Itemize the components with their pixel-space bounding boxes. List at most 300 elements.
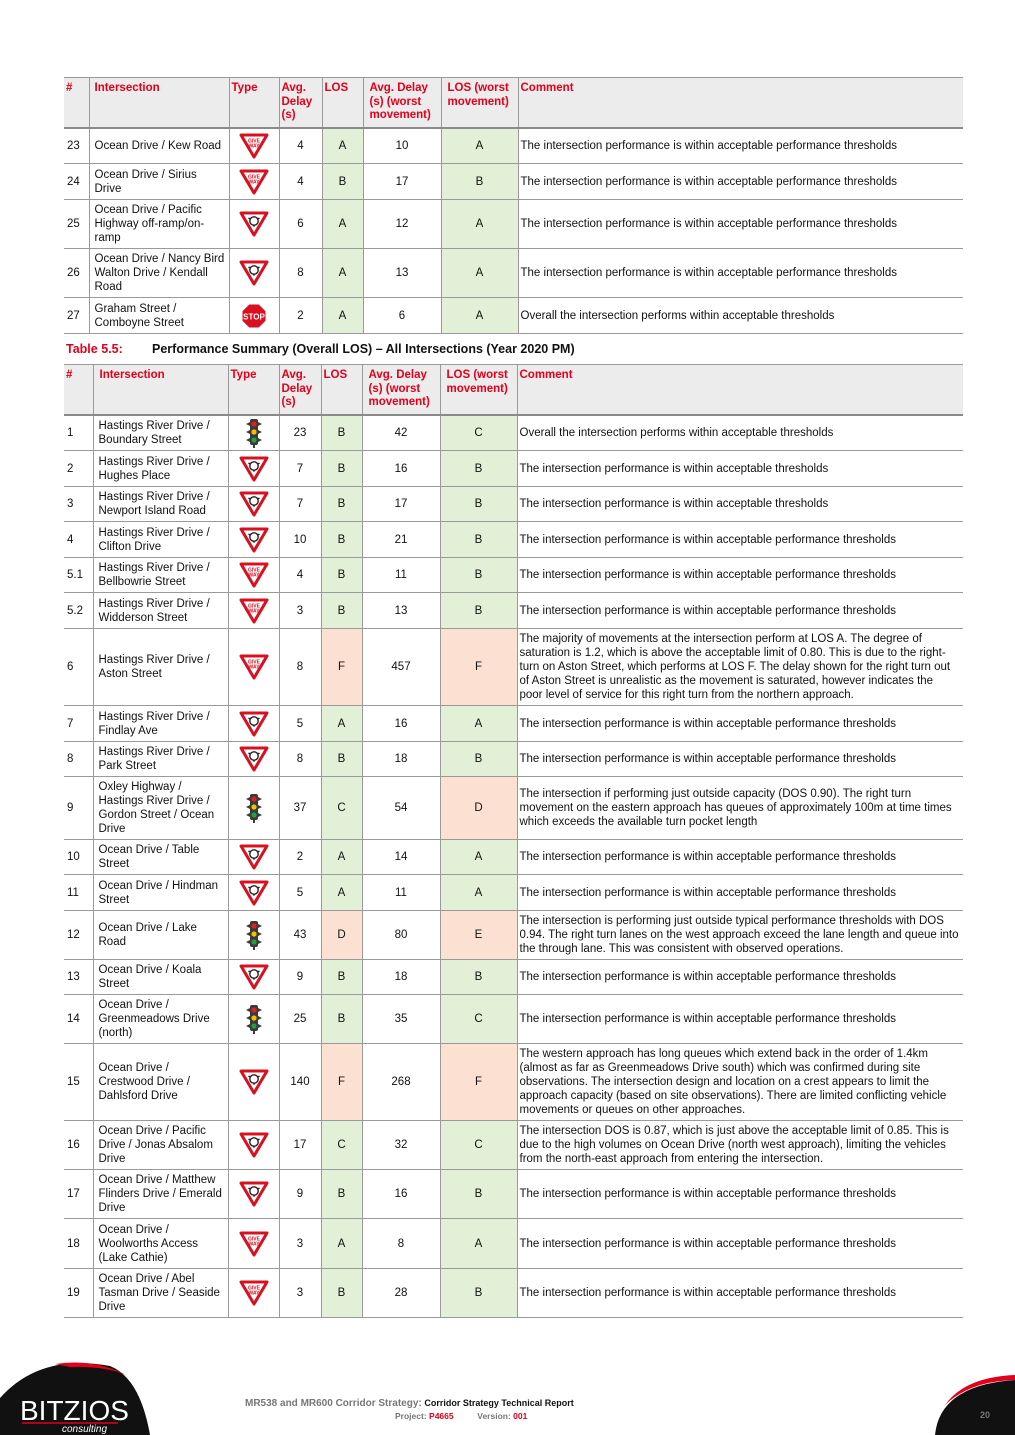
roundabout-sign-icon <box>239 964 269 990</box>
table-row <box>64 995 963 1044</box>
table-row <box>64 629 963 706</box>
col-header-worst-delay: Avg. Delay (s) (worst movement) <box>363 78 441 128</box>
performance-table-continued <box>64 77 963 334</box>
intersection-name: Hastings River Drive / Boundary Street <box>93 415 228 451</box>
col-header-worst-los: LOS (worst movement) <box>440 365 517 415</box>
los: B <box>321 1170 362 1219</box>
avg-delay: 17 <box>279 1121 321 1170</box>
comment: The intersection performance is within acceptable performance thresholds <box>518 128 963 164</box>
svg-text:GIVE: GIVE <box>247 659 260 666</box>
roundabout-sign-icon <box>239 456 269 482</box>
table-row <box>64 875 963 911</box>
los: A <box>321 875 362 911</box>
intersection-name: Ocean Drive / Hindman Street <box>93 875 228 911</box>
table-row <box>64 522 963 558</box>
give-way-sign-icon <box>239 654 269 680</box>
svg-text:WAY: WAY <box>248 1290 259 1297</box>
col-header-intersection: Intersection <box>93 365 228 415</box>
worst-delay: 32 <box>362 1121 440 1170</box>
svg-text:WAY: WAY <box>248 179 260 185</box>
table-row <box>64 777 963 840</box>
footer-report-info <box>245 1398 665 1421</box>
worst-los: B <box>440 522 517 558</box>
los: A <box>322 200 363 249</box>
los: D <box>321 911 362 960</box>
intersection-type <box>228 960 279 995</box>
comment: The intersection performance is within acceptable performance thresholds <box>517 960 963 995</box>
col-header-type: Type <box>228 365 279 415</box>
los: C <box>321 777 362 840</box>
row-number: 23 <box>64 128 89 164</box>
worst-delay: 14 <box>362 840 440 875</box>
avg-delay: 9 <box>279 960 321 995</box>
give-way-sign-icon <box>239 562 269 588</box>
roundabout-sign-icon <box>239 1069 269 1095</box>
intersection-name: Hastings River Drive / Findlay Ave <box>93 706 228 742</box>
worst-los: A <box>441 249 518 298</box>
table-row <box>64 164 963 200</box>
table-row <box>64 128 963 164</box>
worst-los: F <box>440 629 517 706</box>
worst-delay: 8 <box>362 1219 440 1269</box>
col-header-intersection: Intersection <box>89 78 229 128</box>
table-row <box>64 706 963 742</box>
roundabout-sign-icon <box>239 1181 269 1207</box>
table-row <box>64 1269 963 1318</box>
roundabout-sign-icon <box>239 527 269 553</box>
comment: The intersection performance is within acceptable thresholds <box>517 487 963 522</box>
row-number: 3 <box>64 487 93 522</box>
col-header-avg-delay: Avg. Delay (s) <box>279 78 322 128</box>
svg-text:GIVE: GIVE <box>248 174 260 180</box>
logo-wordmark: BITZIOS <box>20 1395 129 1426</box>
los: B <box>321 558 362 593</box>
worst-delay: 6 <box>363 298 441 334</box>
intersection-type <box>229 200 279 249</box>
col-header-avg-delay: Avg. Delay (s) <box>279 365 321 415</box>
avg-delay: 8 <box>279 249 322 298</box>
los: A <box>322 249 363 298</box>
footer-project: P4665 <box>429 1411 454 1421</box>
los: B <box>321 415 362 451</box>
row-number: 14 <box>64 995 93 1044</box>
footer-project-label: Project: <box>395 1411 427 1421</box>
footer-project-line <box>395 1411 665 1421</box>
col-header-worst-delay: Avg. Delay (s) (worst movement) <box>362 365 440 415</box>
row-number: 13 <box>64 960 93 995</box>
worst-delay: 28 <box>362 1269 440 1318</box>
table-row <box>64 558 963 593</box>
worst-delay: 12 <box>363 200 441 249</box>
row-number: 4 <box>64 522 93 558</box>
intersection-name: Ocean Drive / Greenmeadows Drive (north) <box>93 995 228 1044</box>
table-row <box>64 415 963 451</box>
comment: The intersection if performing just outside capacity (DOS 0.90). The right turn movement on the eastern approach has queues of approximately 100m at time times which exceeds the available turn pocket length <box>517 777 963 840</box>
worst-delay: 21 <box>362 522 440 558</box>
table-row <box>64 1170 963 1219</box>
row-number: 15 <box>64 1044 93 1121</box>
avg-delay: 5 <box>279 875 321 911</box>
row-number: 9 <box>64 777 93 840</box>
worst-los: E <box>440 911 517 960</box>
avg-delay: 140 <box>279 1044 321 1121</box>
row-number: 18 <box>64 1219 93 1269</box>
footer-title: MR538 and MR600 Corridor Strategy: <box>245 1398 422 1409</box>
worst-delay: 18 <box>362 960 440 995</box>
avg-delay: 9 <box>279 1170 321 1219</box>
row-number: 8 <box>64 742 93 777</box>
row-number: 10 <box>64 840 93 875</box>
comment: The intersection performance is within acceptable performance thresholds <box>517 522 963 558</box>
avg-delay: 3 <box>279 1269 321 1318</box>
svg-text:GIVE: GIVE <box>247 1285 260 1292</box>
roundabout-sign-icon <box>239 491 269 517</box>
traffic-signal-icon <box>244 793 264 823</box>
worst-delay: 17 <box>363 164 441 200</box>
svg-text:WAY: WAY <box>248 664 259 671</box>
comment: The intersection performance is within acceptable performance thresholds <box>517 1269 963 1318</box>
worst-delay: 16 <box>362 451 440 487</box>
worst-delay: 16 <box>362 1170 440 1219</box>
intersection-type <box>229 128 279 164</box>
worst-delay: 457 <box>362 629 440 706</box>
intersection-name: Ocean Drive / Pacific Highway off-ramp/on-ramp <box>89 200 229 249</box>
row-number: 27 <box>64 298 89 334</box>
worst-los: B <box>441 164 518 200</box>
worst-los: B <box>440 1170 517 1219</box>
svg-text:GIVE: GIVE <box>247 567 260 574</box>
table-row <box>64 911 963 960</box>
intersection-type <box>228 742 279 777</box>
worst-delay: 268 <box>362 1044 440 1121</box>
row-number: 7 <box>64 706 93 742</box>
worst-los: A <box>440 875 517 911</box>
footer-version: 001 <box>513 1411 528 1421</box>
give-way-sign-icon <box>239 1280 269 1306</box>
los: B <box>321 742 362 777</box>
intersection-type <box>228 415 279 451</box>
roundabout-sign-icon <box>239 1132 269 1158</box>
intersection-type <box>228 1269 279 1318</box>
worst-delay: 35 <box>362 995 440 1044</box>
los: C <box>321 1121 362 1170</box>
worst-los: A <box>440 840 517 875</box>
table-row <box>64 1044 963 1121</box>
row-number: 11 <box>64 875 93 911</box>
intersection-type <box>228 593 279 629</box>
traffic-signal-icon <box>244 1004 264 1034</box>
worst-los: B <box>440 1269 517 1318</box>
intersection-type <box>229 298 279 334</box>
intersection-name: Oxley Highway / Hastings River Drive / Gordon Street / Ocean Drive <box>93 777 228 840</box>
los: B <box>321 487 362 522</box>
svg-text:WAY: WAY <box>248 608 259 614</box>
avg-delay: 8 <box>279 629 321 706</box>
row-number: 19 <box>64 1269 93 1318</box>
worst-los: C <box>440 995 517 1044</box>
row-number: 24 <box>64 164 89 200</box>
intersection-name: Ocean Drive / Koala Street <box>93 960 228 995</box>
give-way-sign-icon <box>239 133 269 159</box>
table-row <box>64 593 963 629</box>
avg-delay: 7 <box>279 487 321 522</box>
table-row <box>64 1121 963 1170</box>
avg-delay: 3 <box>279 1219 321 1269</box>
intersection-name: Hastings River Drive / Hughes Place <box>93 451 228 487</box>
table-row <box>64 487 963 522</box>
intersection-name: Ocean Drive / Nancy Bird Walton Drive / Kendall Road <box>89 249 229 298</box>
intersection-name: Ocean Drive / Matthew Flinders Drive / Emerald Drive <box>93 1170 228 1219</box>
give-way-sign-icon <box>239 598 269 624</box>
intersection-type <box>228 451 279 487</box>
intersection-type <box>228 558 279 593</box>
col-header-los: LOS <box>322 78 363 128</box>
page-corner-graphic <box>935 1375 1015 1435</box>
avg-delay: 7 <box>279 451 321 487</box>
los: F <box>321 1044 362 1121</box>
roundabout-sign-icon <box>239 211 269 237</box>
intersection-name: Graham Street / Comboyne Street <box>89 298 229 334</box>
row-number: 1 <box>64 415 93 451</box>
worst-los: B <box>440 487 517 522</box>
intersection-name: Ocean Drive / Pacific Drive / Jonas Absalom Drive <box>93 1121 228 1170</box>
svg-text:WAY: WAY <box>248 572 259 579</box>
avg-delay: 2 <box>279 298 322 334</box>
give-way-sign-icon <box>239 1231 269 1257</box>
roundabout-sign-icon <box>239 260 269 286</box>
los: B <box>321 522 362 558</box>
worst-los: B <box>440 593 517 629</box>
table-row <box>64 1219 963 1269</box>
comment: The intersection performance is within acceptable performance thresholds <box>517 742 963 777</box>
row-number: 6 <box>64 629 93 706</box>
intersection-type <box>228 911 279 960</box>
intersection-name: Ocean Drive / Table Street <box>93 840 228 875</box>
intersection-type <box>228 875 279 911</box>
roundabout-sign-icon <box>239 746 269 772</box>
comment: Overall the intersection performs within acceptable thresholds <box>518 298 963 334</box>
worst-los: B <box>440 960 517 995</box>
comment: The intersection performance is within acceptable performance thresholds <box>517 593 963 629</box>
intersection-type <box>229 164 279 200</box>
intersection-name: Ocean Drive / Crestwood Drive / Dahlsford Drive <box>93 1044 228 1121</box>
los: F <box>321 629 362 706</box>
intersection-type <box>228 487 279 522</box>
los: B <box>321 1269 362 1318</box>
worst-los: A <box>440 1219 517 1269</box>
worst-los: C <box>440 1121 517 1170</box>
los: B <box>322 164 363 200</box>
table-row <box>64 742 963 777</box>
svg-text:WAY: WAY <box>248 143 260 150</box>
logo-subtext: consulting <box>62 1424 108 1435</box>
row-number: 2 <box>64 451 93 487</box>
worst-delay: 18 <box>362 742 440 777</box>
intersection-type <box>229 249 279 298</box>
worst-los: A <box>441 200 518 249</box>
avg-delay: 37 <box>279 777 321 840</box>
worst-delay: 13 <box>362 593 440 629</box>
comment: The intersection performance is within acceptable thresholds <box>517 451 963 487</box>
worst-los: C <box>440 415 517 451</box>
svg-text:GIVE: GIVE <box>247 1236 260 1242</box>
intersection-name: Hastings River Drive / Bellbowrie Street <box>93 558 228 593</box>
roundabout-sign-icon <box>239 711 269 737</box>
table-row <box>64 960 963 995</box>
worst-delay: 10 <box>363 128 441 164</box>
col-header-worst-los: LOS (worst movement) <box>441 78 518 128</box>
row-number: 17 <box>64 1170 93 1219</box>
row-number: 25 <box>64 200 89 249</box>
table-row <box>64 249 963 298</box>
roundabout-sign-icon <box>239 844 269 870</box>
worst-los: D <box>440 777 517 840</box>
col-header-number: # <box>64 78 89 128</box>
worst-los: B <box>440 742 517 777</box>
worst-delay: 42 <box>362 415 440 451</box>
svg-text:WAY: WAY <box>248 1241 259 1247</box>
svg-text:GIVE: GIVE <box>247 603 260 609</box>
intersection-type <box>228 1044 279 1121</box>
worst-delay: 11 <box>362 875 440 911</box>
row-number: 5.2 <box>64 593 93 629</box>
worst-delay: 54 <box>362 777 440 840</box>
table-row <box>64 298 963 334</box>
comment: The intersection performance is within acceptable performance thresholds <box>518 200 963 249</box>
page-number: 20 <box>980 1410 991 1420</box>
intersection-name: Hastings River Drive / Aston Street <box>93 629 228 706</box>
worst-delay: 80 <box>362 911 440 960</box>
comment: Overall the intersection performs within acceptable thresholds <box>517 415 963 451</box>
worst-los: F <box>440 1044 517 1121</box>
los: B <box>321 593 362 629</box>
intersection-type <box>228 1170 279 1219</box>
bitzios-logo <box>0 1358 150 1435</box>
intersection-name: Ocean Drive / Woolworths Access (Lake Cathie) <box>93 1219 228 1269</box>
worst-los: B <box>440 558 517 593</box>
col-header-comment: Comment <box>517 365 963 415</box>
worst-delay: 16 <box>362 706 440 742</box>
roundabout-sign-icon <box>239 880 269 906</box>
footer-subtitle: Corridor Strategy Technical Report <box>424 1398 574 1408</box>
row-number: 12 <box>64 911 93 960</box>
comment: The intersection performance is within acceptable performance thresholds <box>517 1219 963 1269</box>
intersection-name: Ocean Drive / Lake Road <box>93 911 228 960</box>
intersection-type <box>228 629 279 706</box>
row-number: 5.1 <box>64 558 93 593</box>
avg-delay: 43 <box>279 911 321 960</box>
comment: The intersection is performing just outside typical performance thresholds with DOS 0.94. The right turn lanes on the west approach exceed the lane length and queue into the through lane. This was consistent with observed operations. <box>517 911 963 960</box>
col-header-number: # <box>64 365 93 415</box>
los: A <box>321 706 362 742</box>
comment: The intersection performance is within acceptable performance thresholds <box>518 164 963 200</box>
row-number: 26 <box>64 249 89 298</box>
comment: The intersection performance is within acceptable performance thresholds <box>517 995 963 1044</box>
worst-delay: 11 <box>362 558 440 593</box>
table-caption-label: Table 5.5: <box>66 342 123 356</box>
table-caption <box>66 342 946 356</box>
intersection-type <box>228 1219 279 1269</box>
comment: The intersection performance is within acceptable performance thresholds <box>517 706 963 742</box>
intersection-type <box>228 706 279 742</box>
intersection-name: Ocean Drive / Sirius Drive <box>89 164 229 200</box>
svg-text:STOP: STOP <box>243 312 265 321</box>
intersection-name: Ocean Drive / Kew Road <box>89 128 229 164</box>
table-caption-title: Performance Summary (Overall LOS) – All Intersections (Year 2020 PM) <box>152 342 575 356</box>
stop-sign-icon <box>241 303 267 329</box>
table-header-row <box>64 365 963 415</box>
avg-delay: 8 <box>279 742 321 777</box>
table-row <box>64 840 963 875</box>
comment: The intersection performance is within acceptable performance thresholds <box>517 1170 963 1219</box>
los: A <box>322 298 363 334</box>
los: A <box>321 840 362 875</box>
table-header-row <box>64 78 963 128</box>
avg-delay: 5 <box>279 706 321 742</box>
avg-delay: 4 <box>279 128 322 164</box>
traffic-signal-icon <box>244 920 264 950</box>
los: A <box>322 128 363 164</box>
footer-version-label: Version: <box>477 1411 511 1421</box>
los: B <box>321 995 362 1044</box>
performance-summary-table <box>64 364 963 1318</box>
table-row <box>64 451 963 487</box>
comment: The intersection performance is within acceptable performance thresholds <box>517 875 963 911</box>
avg-delay: 6 <box>279 200 322 249</box>
col-header-comment: Comment <box>518 78 963 128</box>
worst-los: A <box>441 298 518 334</box>
intersection-name: Hastings River Drive / Widderson Street <box>93 593 228 629</box>
comment: The intersection performance is within acceptable performance thresholds <box>517 558 963 593</box>
comment: The intersection performance is within acceptable performance thresholds <box>517 840 963 875</box>
comment: The intersection performance is within acceptable performance thresholds <box>518 249 963 298</box>
row-number: 16 <box>64 1121 93 1170</box>
intersection-type <box>228 777 279 840</box>
avg-delay: 4 <box>279 164 322 200</box>
los: A <box>321 1219 362 1269</box>
svg-text:GIVE: GIVE <box>248 138 260 145</box>
avg-delay: 23 <box>279 415 321 451</box>
worst-delay: 17 <box>362 487 440 522</box>
avg-delay: 10 <box>279 522 321 558</box>
table-row <box>64 200 963 249</box>
worst-delay: 13 <box>363 249 441 298</box>
intersection-name: Hastings River Drive / Newport Island Road <box>93 487 228 522</box>
worst-los: A <box>441 128 518 164</box>
intersection-type <box>228 522 279 558</box>
comment: The majority of movements at the intersection perform at LOS A. The degree of saturation is 1.2, which is above the acceptable limit of 0.80. This is due to the right-turn on Aston Street, which performs at LOS F. The delay shown for the right turn out of Aston Street is unrealistic as the movement is saturated, however indicates the poor level of service for this right turn from the northern approach. <box>517 629 963 706</box>
comment: The intersection DOS is 0.87, which is just above the acceptable limit of 0.85. This is due to the high volumes on Ocean Drive (north west approach), limiting the vehicles from the north-east approach from entering the intersection. <box>517 1121 963 1170</box>
comment: The western approach has long queues which extend back in the order of 1.4km (almost as far as Greenmeadows Drive south) which was confirmed during site observations. The intersection design and location on a crest appears to limit the approach capacity (based on site observations). There are limited conflicting vehicle movements or queues on other approaches. <box>517 1044 963 1121</box>
intersection-name: Hastings River Drive / Park Street <box>93 742 228 777</box>
col-header-type: Type <box>229 78 279 128</box>
los: B <box>321 960 362 995</box>
intersection-name: Hastings River Drive / Clifton Drive <box>93 522 228 558</box>
give-way-sign-icon <box>239 169 269 195</box>
traffic-signal-icon <box>244 418 264 448</box>
col-header-los: LOS <box>321 365 362 415</box>
intersection-type <box>228 840 279 875</box>
avg-delay: 25 <box>279 995 321 1044</box>
intersection-type <box>228 1121 279 1170</box>
los: B <box>321 451 362 487</box>
avg-delay: 4 <box>279 558 321 593</box>
intersection-name: Ocean Drive / Abel Tasman Drive / Seaside Drive <box>93 1269 228 1318</box>
intersection-type <box>228 995 279 1044</box>
avg-delay: 3 <box>279 593 321 629</box>
worst-los: A <box>440 706 517 742</box>
avg-delay: 2 <box>279 840 321 875</box>
